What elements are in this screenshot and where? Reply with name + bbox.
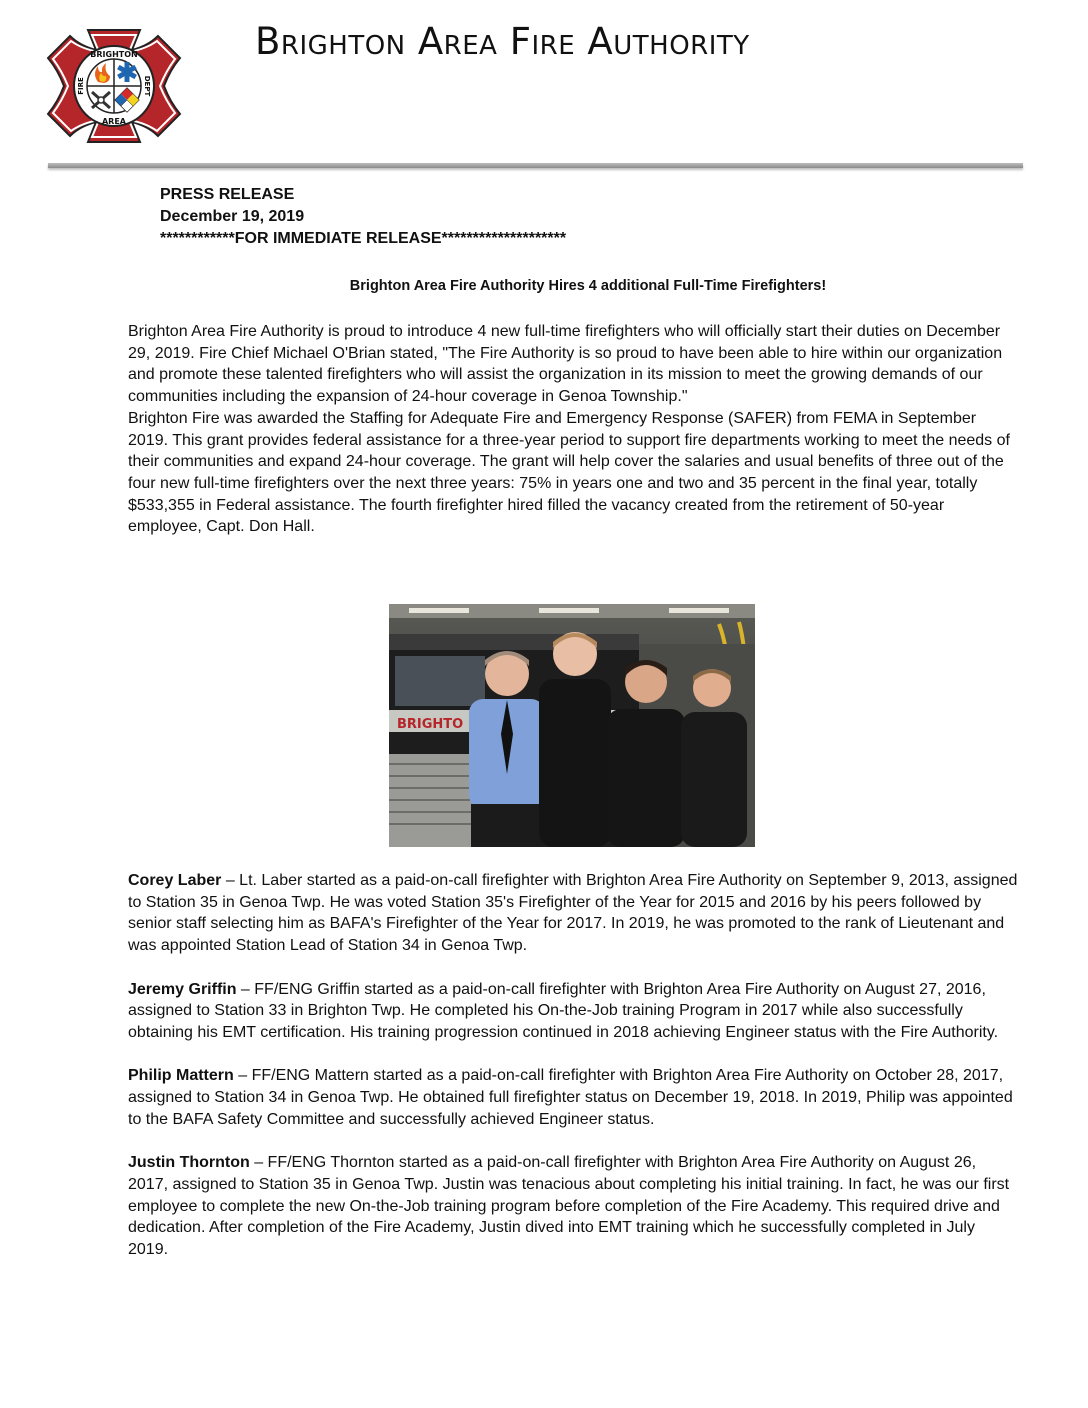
organization-title xyxy=(255,20,750,63)
press-release-label: PRESS RELEASE xyxy=(160,186,295,203)
header-divider xyxy=(48,163,1023,168)
bio-philip-mattern xyxy=(128,1065,1018,1130)
bio-jeremy-griffin xyxy=(128,979,1018,1044)
press-release-header xyxy=(160,184,566,250)
logo-text-left: FIRE xyxy=(77,77,85,95)
bio-corey-laber xyxy=(128,870,1018,957)
intro-paragraph-1: Brighton Area Fire Authority is proud to introduce 4 new full-time firefighters who will officially start their duties on December 29, 2019. Fire Chief Michael O'Brian stated, "The Fire Authority is so proud to have been able to hire within our organization and promote these talented firefighters who will assist the organization in its mission to meet the growing demands of our communities including the expansion of 24-hour coverage in Genoa Township." xyxy=(128,323,1003,406)
bio-name: Corey Laber xyxy=(128,872,222,889)
bio-name: Justin Thornton xyxy=(128,1154,250,1172)
bio-name: Jeremy Griffin xyxy=(128,980,237,998)
intro-section xyxy=(128,321,1018,538)
bio-name: Philip Mattern xyxy=(128,1067,234,1085)
logo-text-bottom: AREA xyxy=(101,117,127,126)
firefighters-photo xyxy=(389,604,755,847)
logo-text-top: BRIGHTON xyxy=(90,50,138,59)
immediate-release-line: ************FOR IMMEDIATE RELEASE******************** xyxy=(160,230,567,247)
firefighter-bios xyxy=(128,870,1018,1261)
logo-text-right: DEPT xyxy=(143,75,151,97)
bio-text: – FF/ENG Thornton started as a paid-on-call firefighter with Brighton Area Fire Authority on August 26, 2017, assigned to Station 35 in Genoa Twp. Justin was tenacious about completing his initial training. In fact, he was our first employee to complete the new On-the-Job training program before completion of the Fire Academy. This required drive and dedication. After completion of the Fire Academy, Justin dived into EMT training which he successfully completed in July 2019. xyxy=(128,1154,1010,1258)
bio-text: – FF/ENG Mattern started as a paid-on-call firefighter with Brighton Area Fire Authority on October 28, 2017, assigned to Station 34 in Genoa Twp. He obtained full firefighter status on December 19, 2018. In 2019, Philip was appointed to the BAFA Safety Committee and successfully achieved Engineer status. xyxy=(128,1067,1013,1128)
bio-text: – Lt. Laber started as a paid-on-call firefighter with Brighton Area Fire Authority on September 9, 2013, assigned to Station 35 in Genoa Twp. He was voted Station 35's Firefighter of the Year for 2015 and 2016 by his peers followed by senior staff selecting him as BAFA's Firefighter of the Year for 2017. In 2019, he was promoted to the rank of Lieutenant and was appointed Station Lead of Station 34 in Genoa Twp. xyxy=(128,872,1018,955)
truck-lettering: BRIGHTO xyxy=(397,717,464,732)
intro-paragraph-2: Brighton Fire was awarded the Staffing for Adequate Fire and Emergency Response (SAFER) from FEMA in September 2019. This grant provides federal assistance for a three-year period to support fire departments working to meet the needs of their communities and expand 24-hour coverage. The grant will help cover the salaries and usual benefits of three out of the four new full-time firefighters over the next three years: 75% in years one and two and 35 percent in the final year, totally $533,355 in Federal assistance. The fourth firefighter hired filled the vacancy created from the retirement of 50-year employee, Capt. Don Hall. xyxy=(128,409,1010,536)
press-release-date: December 19, 2019 xyxy=(160,208,305,225)
fire-department-logo xyxy=(40,26,188,146)
press-headline: Brighton Area Fire Authority Hires 4 additional Full-Time Firefighters! xyxy=(349,278,827,294)
bio-justin-thornton xyxy=(128,1152,1018,1261)
organization-title-text: Brighton Area Fire Authority xyxy=(255,20,750,63)
bio-text: – FF/ENG Griffin started as a paid-on-call firefighter with Brighton Area Fire Authority on August 27, 2016, assigned to Station 33 in Brighton Twp. He completed his On-the-Job training Program in 2017 while also successfully obtaining his EMT certification. His training progression continued in 2018 achieving Engineer status with the Fire Authority. xyxy=(128,980,999,1041)
